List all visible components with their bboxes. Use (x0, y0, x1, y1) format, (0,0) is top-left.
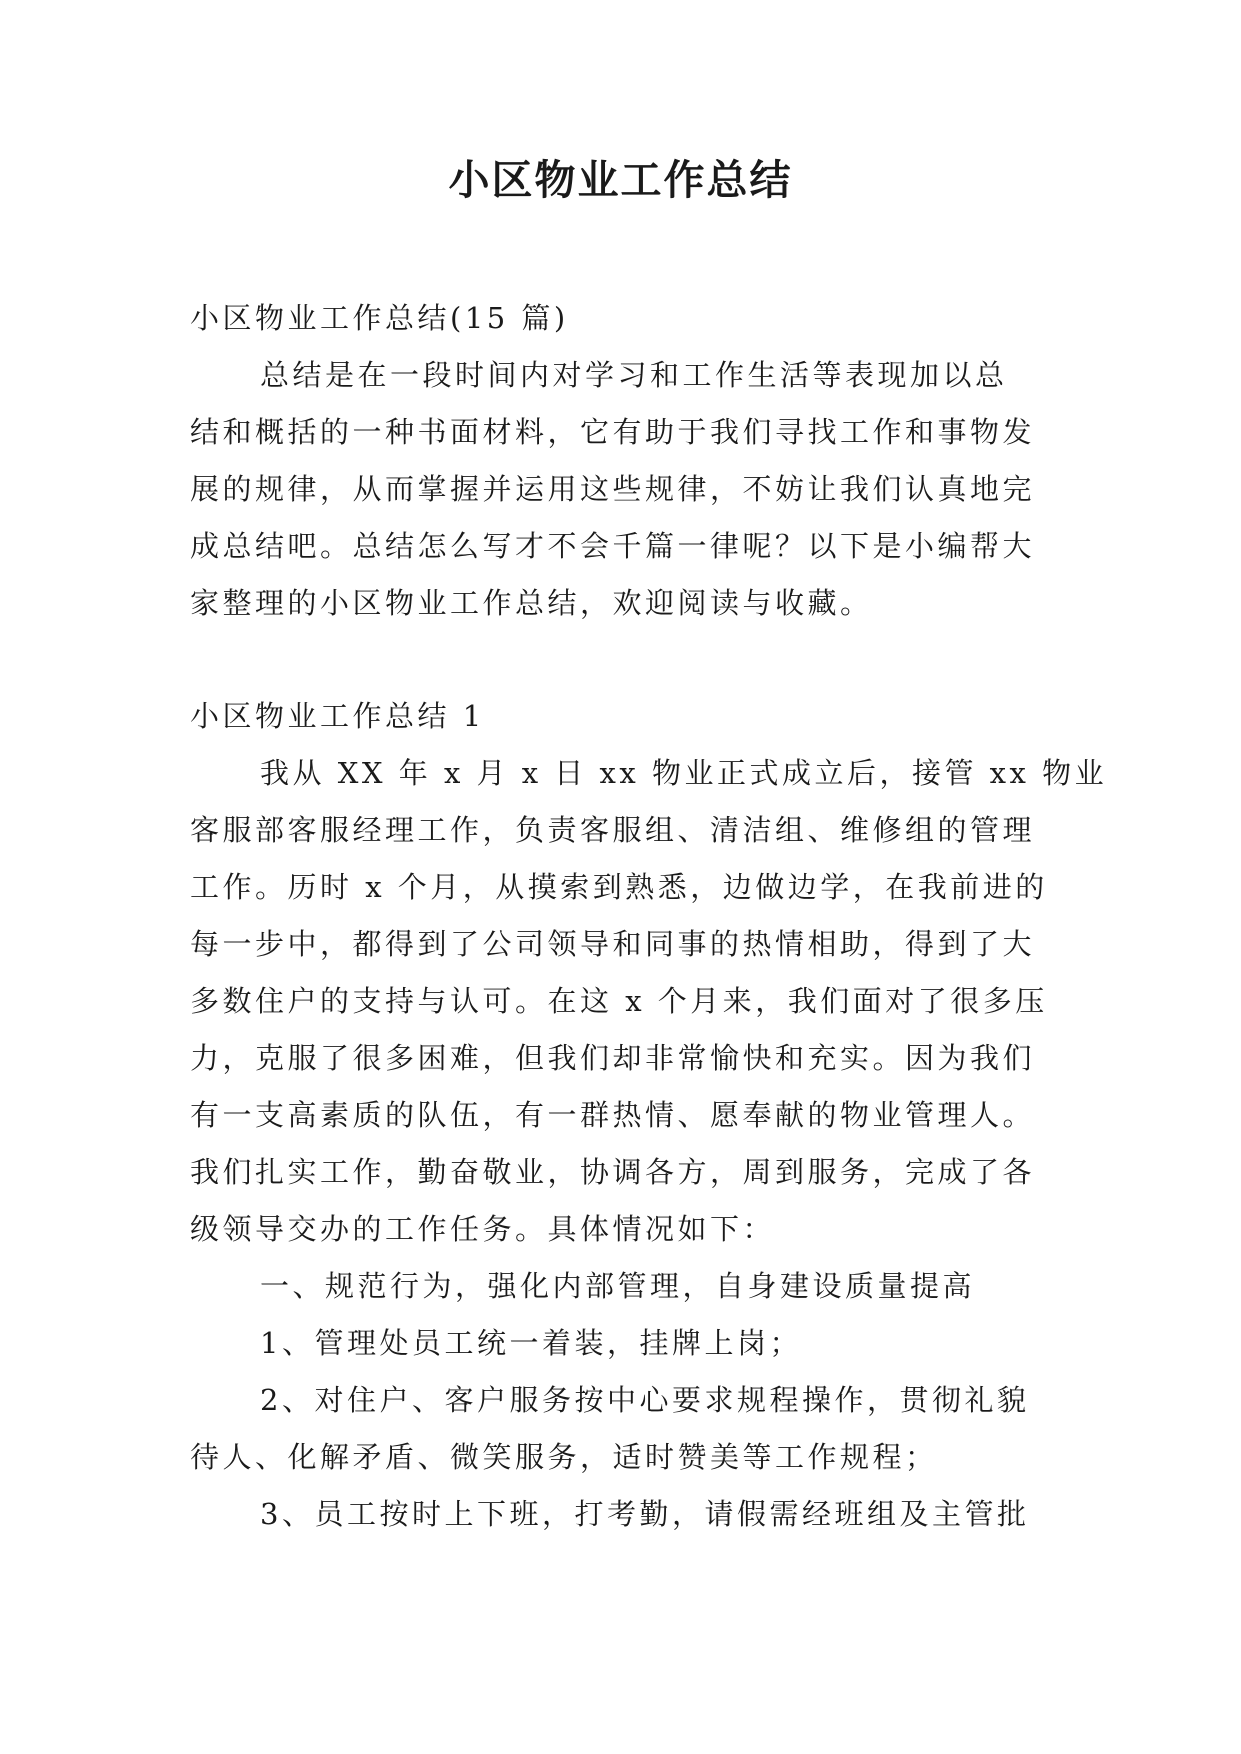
point-heading: 一、规范行为，强化内部管理，自身建设质量提高 (260, 1269, 976, 1303)
document-title: 小区物业工作总结 (448, 156, 793, 204)
intro-line: 结和概括的一种书面材料，它有助于我们寻找工作和事物发 (190, 415, 1036, 449)
section-line: 我们扎实工作，勤奋敬业，协调各方，周到服务，完成了各 (190, 1155, 1036, 1189)
intro-line: 家整理的小区物业工作总结，欢迎阅读与收藏。 (190, 586, 873, 620)
section-line: 级领导交办的工作任务。具体情况如下： (190, 1212, 776, 1246)
paragraph-gap (190, 632, 1070, 688)
list-item-2: 2、对住户、客户服务按中心要求规程操作，贯彻礼貌 (260, 1383, 1030, 1417)
list-item-2-continued: 待人、化解矛盾、微笑服务，适时赞美等工作规程； (190, 1440, 938, 1474)
intro-line: 成总结吧。总结怎么写才不会千篇一律呢？以下是小编帮大 (190, 529, 1036, 563)
section-line: 我从 XX 年 x 月 x 日 xx 物业正式成立后，接管 xx 物业 (260, 756, 1108, 790)
list-item-3: 3、员工按时上下班，打考勤，请假需经班组及主管批 (260, 1497, 1030, 1531)
section-line: 有一支高素质的队伍，有一群热情、愿奉献的物业管理人。 (190, 1098, 1036, 1132)
list-item-1: 1、管理处员工统一着装，挂牌上岗； (260, 1326, 802, 1360)
intro-line: 总结是在一段时间内对学习和工作生活等表现加以总 (260, 358, 1008, 392)
intro-line: 展的规律，从而掌握并运用这些规律，不妨让我们认真地完 (190, 472, 1036, 506)
section-line: 多数住户的支持与认可。在这 x 个月来，我们面对了很多压 (190, 984, 1048, 1018)
section-line: 工作。历时 x 个月，从摸索到熟悉，边做边学，在我前进的 (190, 870, 1048, 904)
document-body (190, 290, 1108, 1543)
section-line: 力，克服了很多困难，但我们却非常愉快和充实。因为我们 (190, 1041, 1036, 1075)
section-heading: 小区物业工作总结 1 (190, 699, 485, 733)
section-line: 客服部客服经理工作，负责客服组、清洁组、维修组的管理 (190, 813, 1036, 847)
document-subtitle: 小区物业工作总结(15 篇) (190, 301, 569, 335)
section-line: 每一步中，都得到了公司领导和同事的热情相助，得到了大 (190, 927, 1036, 961)
